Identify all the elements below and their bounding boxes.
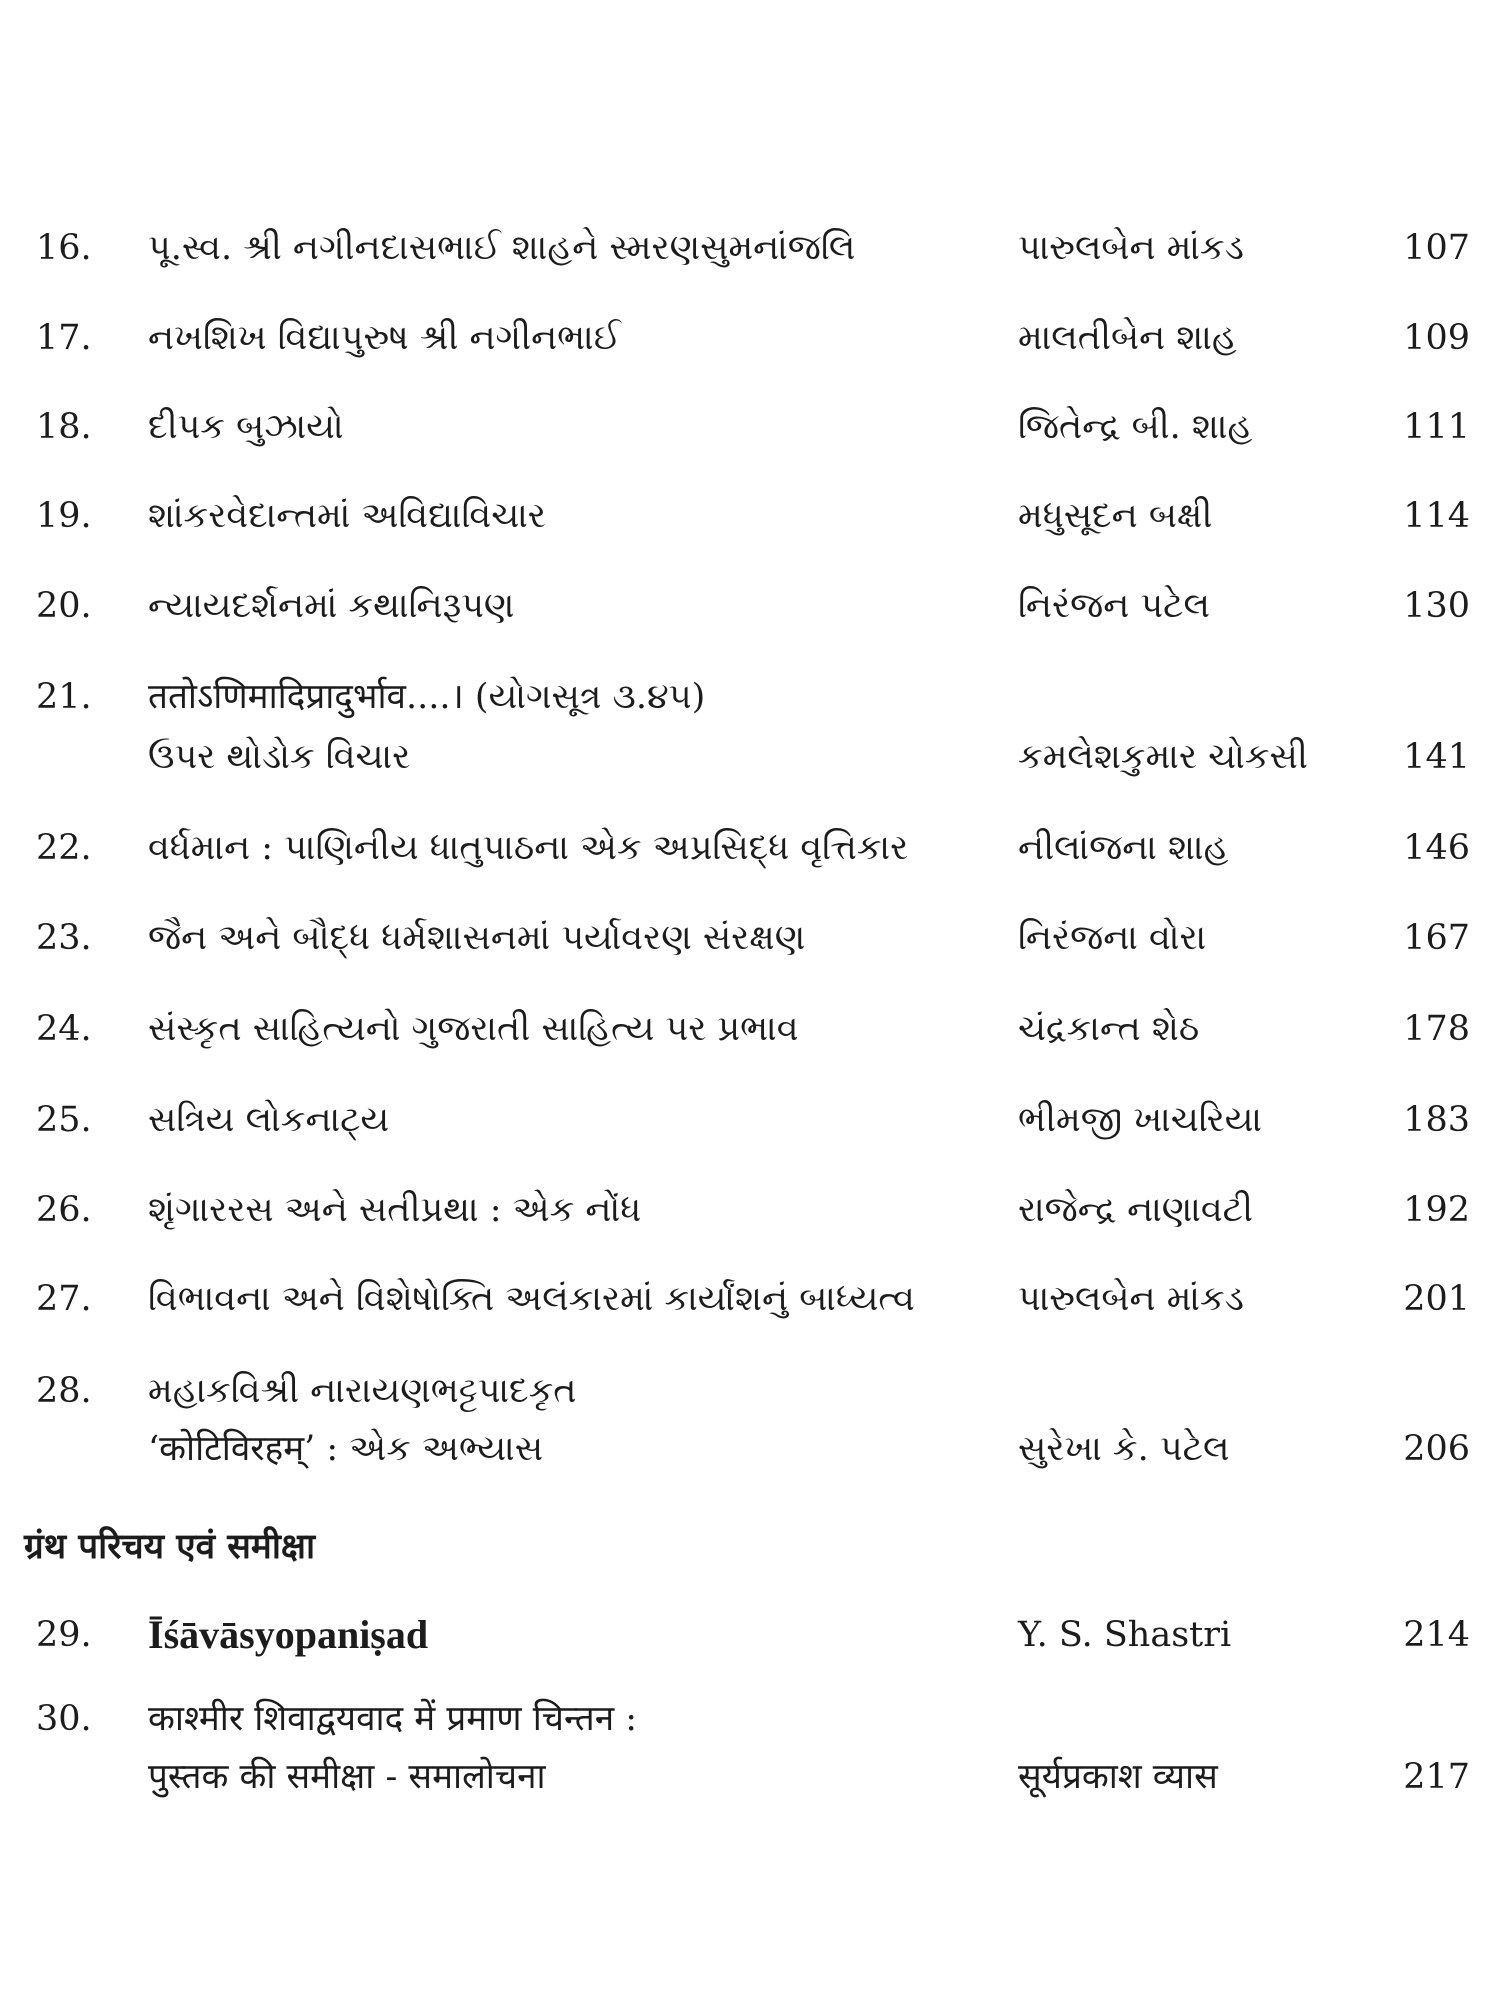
entry-title-line2: पुस्तक की समीक्षा - समालोचना <box>148 1757 546 1797</box>
entry-title: દીપક બુઝાયો <box>148 407 344 447</box>
entry-page-number: 192 <box>1403 1190 1470 1230</box>
toc-entry <box>0 1690 1500 1830</box>
entry-title: મહાકવિશ્રી નારાયણભટ્ટપાદકૃત <box>148 1371 577 1411</box>
entry-title: વર્ધમાન : પાણિનીય ધાતુપાઠના એક અપ્રસિદ્ધ વૃત્તિકાર <box>148 828 909 868</box>
entry-title: નખશિખ વિદ્યાપુરુષ શ્રી નગીનભાઈ <box>148 318 621 358</box>
entry-number: 30. <box>36 1699 92 1739</box>
entry-page-number: 167 <box>1403 918 1470 958</box>
entry-number: 27. <box>36 1279 92 1319</box>
entry-title: સંસ્કૃત સાહિત્યનો ગુજરાતી સાહિત્ય પર પ્રભાવ <box>148 1009 799 1049</box>
toc-entry <box>0 1362 1500 1502</box>
entry-page-number: 146 <box>1403 828 1470 868</box>
entry-number: 28. <box>36 1371 92 1411</box>
entry-page-number: 114 <box>1403 496 1470 536</box>
entry-number: 29. <box>36 1615 92 1655</box>
entry-author: ચંદ્રકાન્ત શેઠ <box>1018 1009 1200 1049</box>
entry-author: ભીમજી ખાચરિયા <box>1018 1100 1262 1140</box>
entry-title: શૃંગારરસ અને સતીપ્રથા : એક નોંધ <box>148 1190 642 1230</box>
entry-author: પારુલબેન માંકડ <box>1018 1279 1244 1319</box>
entry-author: નિરંજન પટેલ <box>1018 586 1210 626</box>
entry-title-line2: ‘कोटिविरहम्’ : એક અભ્યાસ <box>148 1429 544 1469</box>
entry-number: 26. <box>36 1190 92 1230</box>
entry-title: સત્રિય લોકનાટ્ય <box>148 1100 390 1140</box>
entry-author: નીલાંજના શાહ <box>1018 828 1229 868</box>
entry-page-number: 217 <box>1403 1757 1470 1797</box>
entry-page-number: 214 <box>1403 1615 1470 1655</box>
entry-author: Y. S. Shastri <box>1018 1615 1232 1655</box>
entry-page-number: 107 <box>1403 228 1470 268</box>
entry-page-number: 109 <box>1403 318 1470 358</box>
entry-number: 23. <box>36 918 92 958</box>
entry-title: ન્યાયદર્શનમાં કથાનિરૂપણ <box>148 586 515 626</box>
entry-author: સુરેખા કે. પટેલ <box>1018 1429 1230 1469</box>
entry-author: પારુલબેન માંકડ <box>1018 228 1244 268</box>
entry-title: काश्मीर शिवाद्वयवाद में प्रमाण चिन्तन : <box>148 1699 638 1739</box>
section-heading: ग्रंथ परिचय एवं समीक्षा <box>24 1526 316 1567</box>
entry-author: માલતીબેન શાહ <box>1018 318 1237 358</box>
entry-number: 20. <box>36 586 92 626</box>
entry-author: રાજેન્દ્ર નાણાવટી <box>1018 1190 1254 1230</box>
entry-author: મધુસૂદન બક્ષી <box>1018 496 1213 536</box>
entry-page-number: 178 <box>1403 1009 1470 1049</box>
entry-title: શાંકરવેદાન્તમાં અવિદ્યાવિચાર <box>148 496 546 536</box>
entry-number: 17. <box>36 318 92 358</box>
entry-title-line2: ઉપર થોડોક વિચાર <box>148 737 411 777</box>
entry-title: પૂ.સ્વ. શ્રી નગીનદાસભાઈ શાહને સ્મરણસુમનાંજલિ <box>148 228 856 268</box>
entry-number: 22. <box>36 828 92 868</box>
entry-number: 24. <box>36 1009 92 1049</box>
entry-page-number: 206 <box>1403 1429 1470 1469</box>
entry-page-number: 201 <box>1403 1279 1470 1319</box>
entry-title: જૈન અને બૌદ્ધ ધર્મશાસનમાં પર્યાવરણ સંરક્ષણ <box>148 918 806 958</box>
entry-page-number: 141 <box>1403 737 1470 777</box>
entry-author: જિતેન્દ્ર બી. શાહ <box>1018 407 1253 447</box>
entry-title: Īśāvāsyopaniṣad <box>148 1612 429 1657</box>
entry-page-number: 130 <box>1403 586 1470 626</box>
entry-author: કમલેશકુમાર ચોકસી <box>1018 737 1308 777</box>
entry-page-number: 183 <box>1403 1100 1470 1140</box>
entry-title: ततोऽणिमादिप्रादुर्भाव....। (યોગસૂત્ર ૩.૪૫) <box>148 677 706 717</box>
entry-number: 21. <box>36 677 92 717</box>
entry-number: 18. <box>36 407 92 447</box>
entry-title: વિભાવના અને વિશેષોક્તિ અલંકારમાં કાર્યાંશનું બાધ્યત્વ <box>148 1279 915 1319</box>
entry-number: 19. <box>36 496 92 536</box>
toc-entry <box>0 668 1500 808</box>
entry-author: નિરંજના વોરા <box>1018 918 1207 958</box>
entry-page-number: 111 <box>1403 407 1470 447</box>
entry-author: सूर्यप्रकाश व्यास <box>1018 1757 1218 1797</box>
entry-number: 16. <box>36 228 92 268</box>
entry-number: 25. <box>36 1100 92 1140</box>
